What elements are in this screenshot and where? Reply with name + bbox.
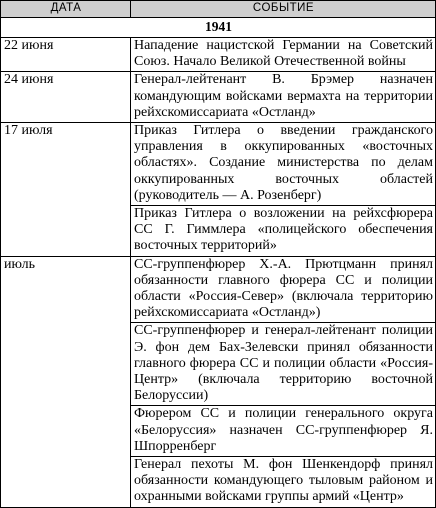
year-row	[1, 18, 436, 38]
event-cell: Приказ Гитлера о возложении на рейхсфюрера СС Г. Гиммлера «полицейского обеспечения восточных территорий»	[131, 206, 436, 257]
table-row	[1, 256, 436, 323]
event-cell: Генерал-лейтенант В. Брэмер назначен командующим войсками вермахта на территории рейхскомиссариата «Остланд»	[131, 72, 436, 123]
date-cell: 22 июня	[1, 38, 131, 72]
table-row	[1, 38, 436, 72]
event-cell: Приказ Гитлера о введении гражданского управления в оккупированных «восточных областях». Создание министерства по делам оккупированных восточных областей (руководитель — А. Розенберг)	[131, 123, 436, 206]
event-cell: Генерал пехоты М. фон Шенкендорф принял обязанности командующего тыловым районом и охранными войсками группы армий «Центр»	[131, 457, 436, 508]
date-column-header: ДАТА	[1, 1, 131, 18]
event-cell: Фюрером СС и полиции генерального округа «Белоруссия» назначен СС-группенфюрер Я. Шпорренберг	[131, 406, 436, 457]
table-row	[1, 123, 436, 206]
date-cell: 24 июня	[1, 72, 131, 123]
event-cell: СС-группенфюрер Х.-А. Прютцманн принял обязанности главного фюрера СС и полиции области «Россия-Север» (включала территорию рейхскомиссариата «Остланд»)	[131, 256, 436, 323]
event-column-header: СОБЫТИЕ	[131, 1, 436, 18]
date-cell: 17 июля	[1, 123, 131, 257]
year-label: 1941	[1, 18, 436, 38]
header-row	[1, 1, 436, 18]
event-cell: СС-группенфюрер и генерал-лейтенант полиции Э. фон дем Бах-Зелевски принял обязанности главного фюрера СС и полиции области «Россия-Центр» (включала территорию восточной Белоруссии)	[131, 323, 436, 406]
date-cell: июль	[1, 256, 131, 507]
event-cell: Нападение нацистской Германии на Советский Союз. Начало Великой Отечественной войны	[131, 38, 436, 72]
table-row	[1, 72, 436, 123]
